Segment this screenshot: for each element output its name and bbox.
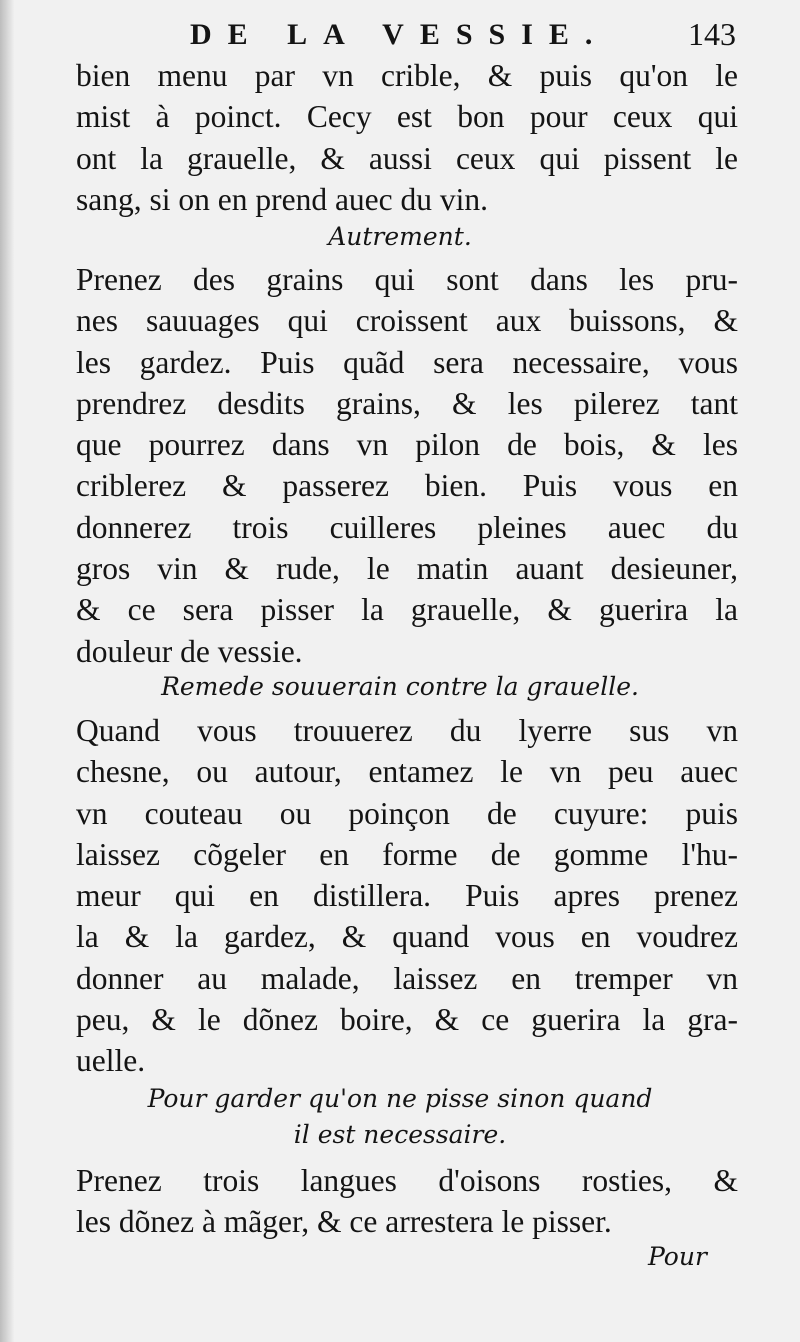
text-line: nes sauuages qui croissent aux buissons, & [76,303,738,339]
text-line: Prenez des grains qui sont dans les pru- [76,262,738,297]
text-line: donner au malade, laissez en tremper vn [76,960,738,996]
text-line: les dõnez à mãger, & ce arrestera le pisser. [76,1204,612,1240]
text-block-1 [76,55,738,220]
text-line: que pourrez dans vn pilon de bois, & les [76,427,738,463]
catchword: Pour [648,1242,707,1271]
text-line: sang, si on en prend auec du vin. [76,181,489,217]
page-header [0,16,800,56]
text-line: & ce sera pisser la grauelle, & guerira la [76,592,738,628]
section-heading-pour-garder-line2: il est necessaire. [293,1120,507,1149]
text-line: prendrez desdits grains, & les pilerez tant [76,385,738,421]
text-line: la & la gardez, & quand vous en voudrez [76,919,738,955]
text-line: Prenez trois langues d'oisons rosties, & [76,1163,738,1198]
text-line: donnerez trois cuilleres pleines auec du [76,509,738,545]
text-block-2 [76,259,738,672]
section-heading-autrement: Autrement. [328,222,472,251]
text-line: criblerez & passerez bien. Puis vous en [76,468,738,504]
page-number: 143 [688,16,736,52]
text-line: laissez cõgeler en forme de gomme l'hu- [76,836,738,872]
text-line: meur qui en distillera. Puis apres prenez [76,878,738,914]
text-line: bien menu par vn crible, & puis qu'on le [76,58,738,93]
text-line: douleur de vessie. [76,633,303,669]
text-block-3 [76,710,738,1082]
text-line: uelle. [76,1043,146,1079]
running-head: DE LA VESSIE. [190,18,609,51]
text-line: vn couteau ou poinçon de cuyure: puis [76,795,738,831]
section-heading-pour-garder-line1: Pour garder qu'on ne pisse sinon quand [147,1084,653,1113]
text-line: mist à poinct. Cecy est bon pour ceux qui [76,99,738,135]
text-line: chesne, ou autour, entamez le vn peu auec [76,754,738,790]
text-line: peu, & le dõnez boire, & ce guerira la gra- [76,1002,738,1038]
text-line: Quand vous trouuerez du lyerre sus vn [76,713,738,748]
text-block-4 [76,1160,738,1243]
text-line: gros vin & rude, le matin auant desieuner, [76,551,738,587]
text-line: ont la grauelle, & aussi ceux qui pissent le [76,140,738,176]
section-heading-remede: Remede souuerain contre la grauelle. [161,672,639,701]
text-line: les gardez. Puis quãd sera necessaire, vous [76,344,738,380]
